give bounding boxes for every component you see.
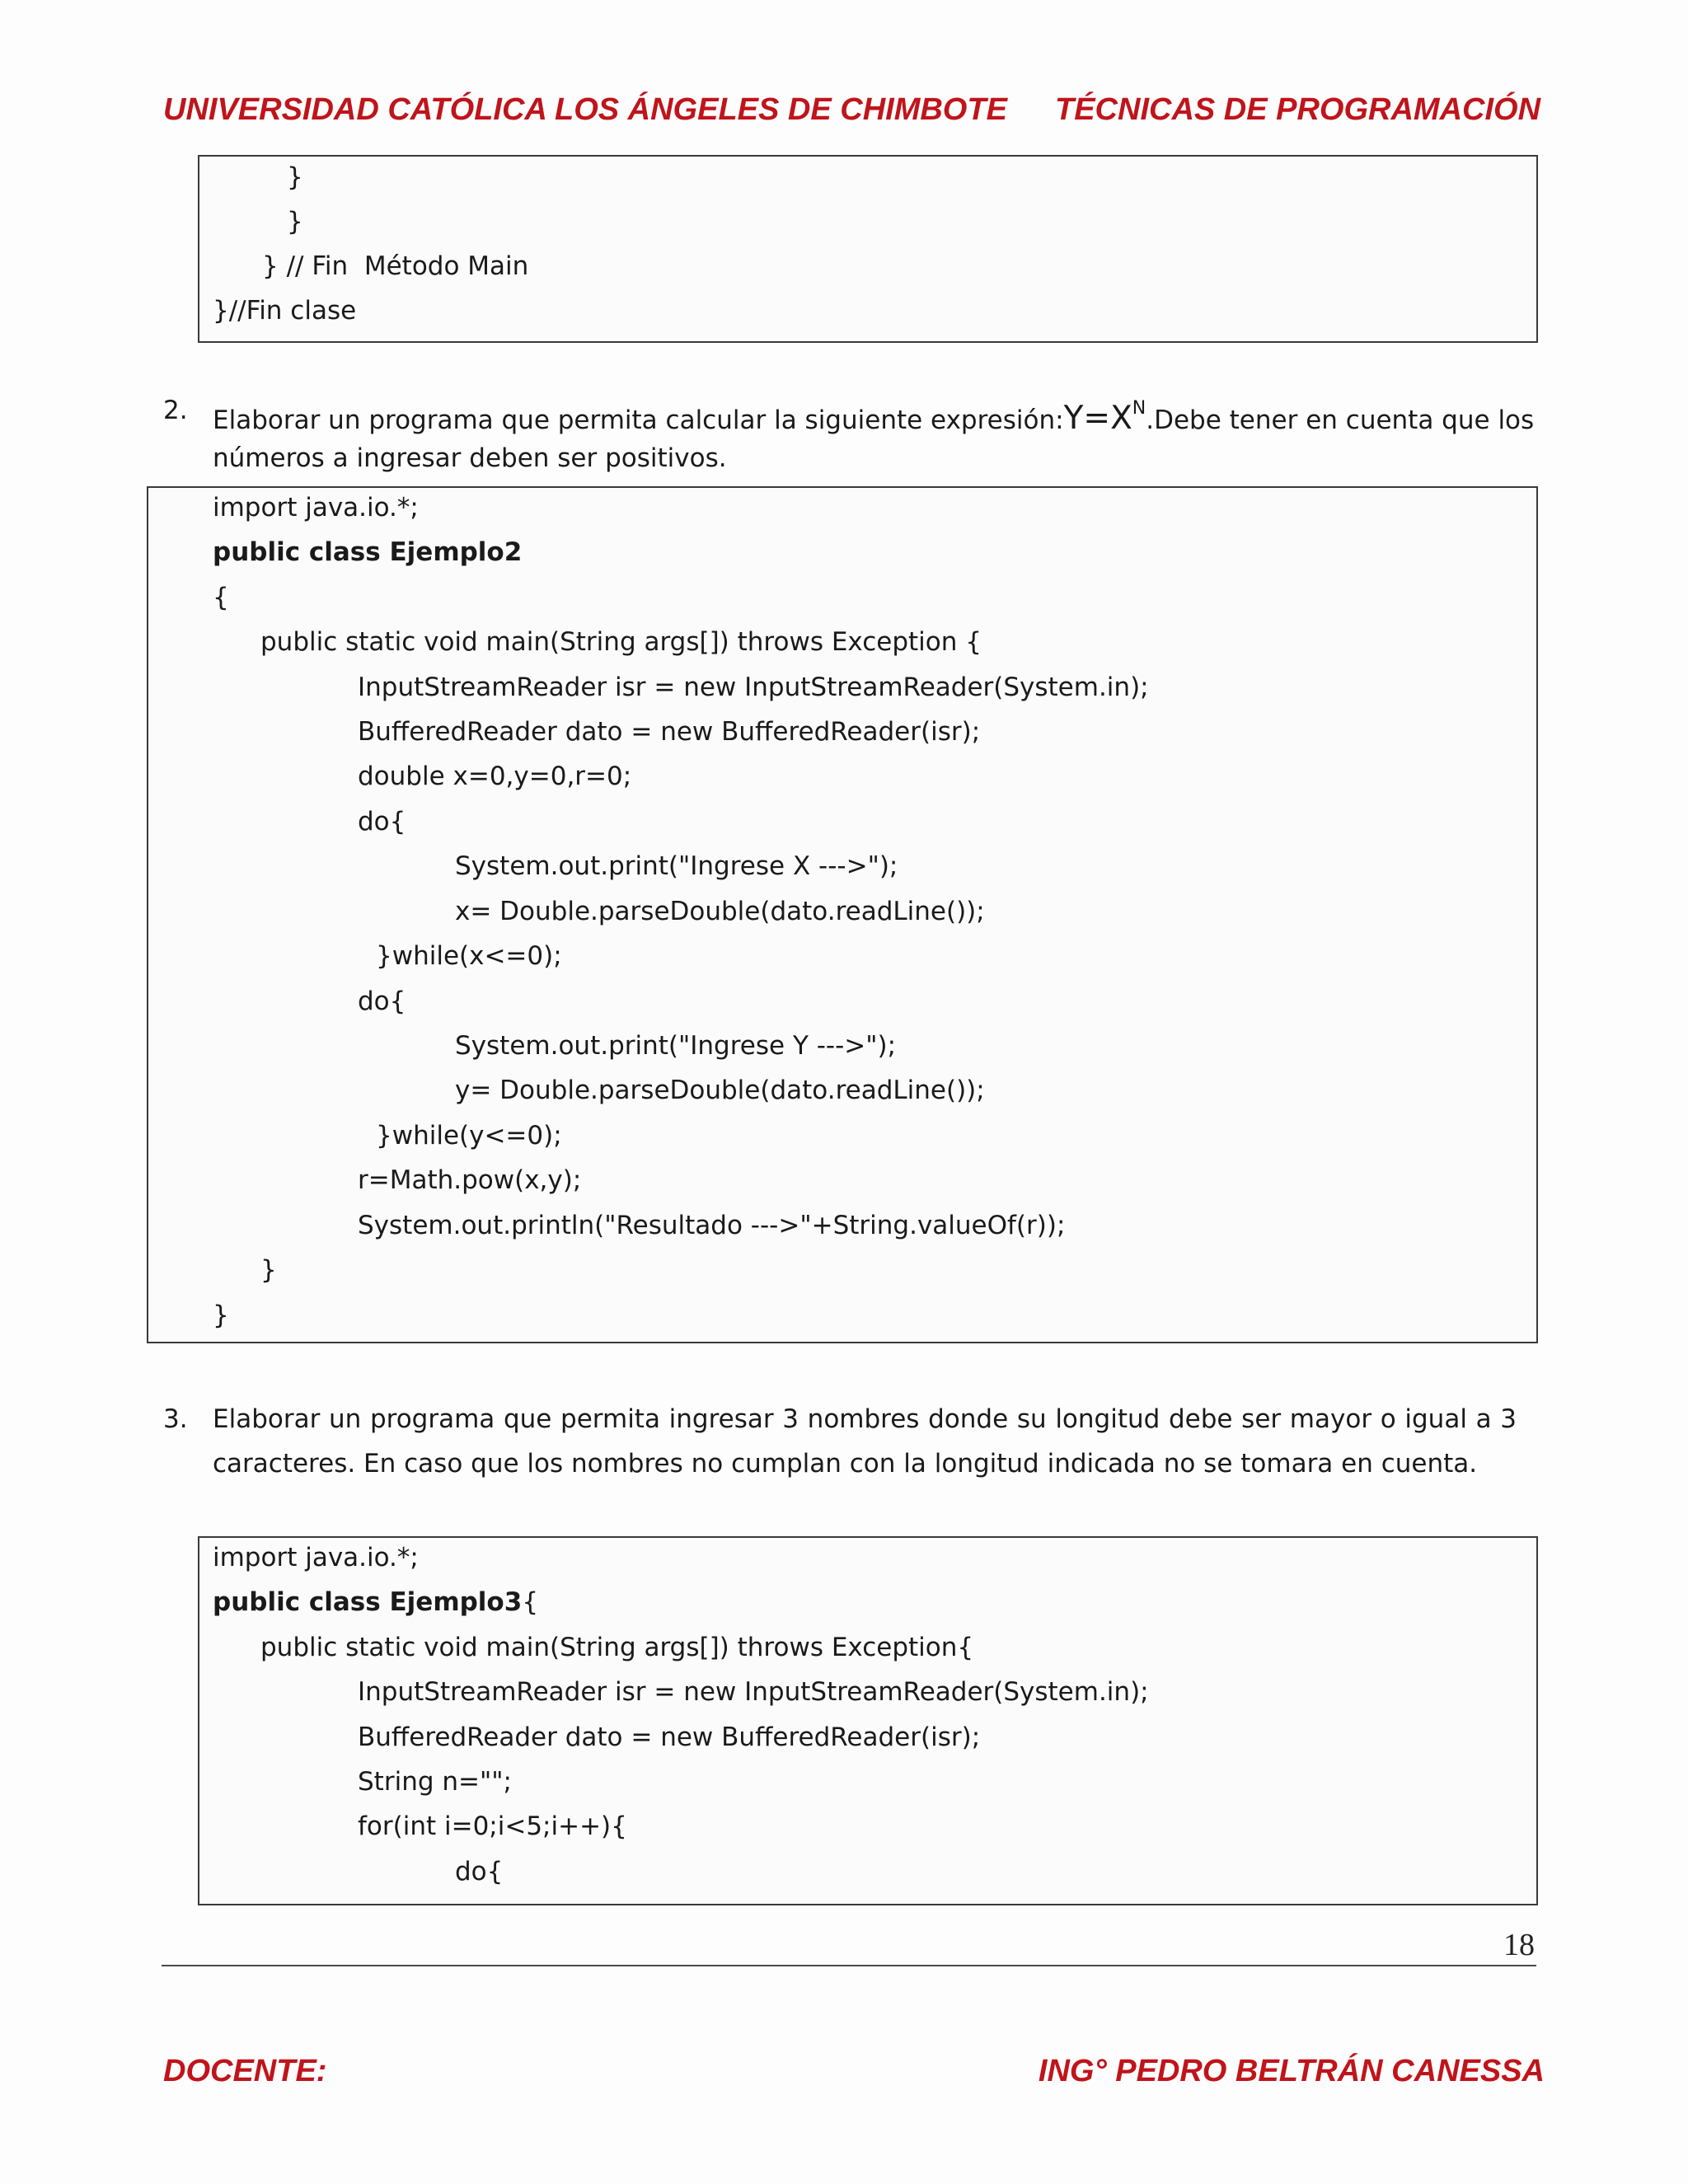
code-box-3 <box>198 1536 1538 1905</box>
page-number: 18 <box>1503 1928 1535 1962</box>
header-university: UNIVERSIDAD CATÓLICA LOS ÁNGELES DE CHIMBOTE <box>163 92 1007 127</box>
item-3-line-2: caracteres. En caso que los nombres no cumplan con la longitud indicada no se tomara en cuenta. <box>213 1449 1478 1479</box>
code-line: x= Double.parseDouble(dato.readLine()); <box>455 897 985 926</box>
code-line: import java.io.*; <box>213 493 419 523</box>
code-line: }//Fin clase <box>213 296 357 326</box>
code-line: BufferedReader dato = new BufferedReader(isr); <box>358 717 981 747</box>
formula <box>1064 392 1146 435</box>
code-line: InputStreamReader isr = new InputStreamReader(System.in); <box>358 673 1149 702</box>
code-line: double x=0,y=0,r=0; <box>358 762 632 791</box>
code-line: y= Double.parseDouble(dato.readLine()); <box>455 1076 985 1105</box>
item-2-text-after: .Debe tener en cuenta que los <box>1146 405 1535 435</box>
footer-rule <box>162 1965 1536 1966</box>
code-class-name: public class Ejemplo3 <box>213 1587 523 1617</box>
item-number-2: 2. <box>163 396 188 425</box>
code-line: import java.io.*; <box>213 1543 419 1572</box>
code-line: } <box>260 1255 277 1285</box>
item-3-line-1: Elaborar un programa que permita ingresar 3 nombres donde su longitud debe ser mayor o igual a 3 <box>213 1404 1517 1434</box>
item-2-line-1 <box>213 392 1535 437</box>
code-line: System.out.print("Ingrese Y --->"); <box>455 1031 897 1061</box>
code-line: } <box>287 207 303 237</box>
formula-base: Y=X <box>1063 400 1132 437</box>
item-2-line-2: números a ingresar deben ser positivos. <box>213 443 727 473</box>
code-box-2 <box>147 486 1538 1343</box>
code-line: } // Fin Método Main <box>262 251 529 281</box>
code-line: } <box>213 1301 229 1330</box>
code-line: String n=""; <box>358 1767 512 1797</box>
footer-teacher: ING° PEDRO BELTRÁN CANESSA <box>1038 2054 1545 2088</box>
code-line: public static void main(String args[]) throws Exception { <box>260 627 982 657</box>
code-line: InputStreamReader isr = new InputStreamReader(System.in); <box>358 1677 1149 1707</box>
code-line: System.out.println("Resultado --->"+String.valueOf(r)); <box>358 1211 1066 1240</box>
code-line: r=Math.pow(x,y); <box>358 1165 582 1195</box>
footer-label: DOCENTE: <box>163 2054 327 2088</box>
formula-exponent: N <box>1132 398 1146 419</box>
code-line-class-decl <box>213 1586 538 1619</box>
code-box-1 <box>198 155 1538 343</box>
code-line: do{ <box>358 807 406 837</box>
code-line: public static void main(String args[]) throws Exception{ <box>260 1633 974 1662</box>
code-line: do{ <box>358 987 406 1016</box>
code-line: }while(x<=0); <box>376 941 562 971</box>
code-brace: { <box>522 1587 539 1617</box>
item-number-3: 3. <box>163 1404 188 1434</box>
header-course: TÉCNICAS DE PROGRAMACIÓN <box>1055 92 1541 127</box>
code-line: { <box>213 583 229 612</box>
code-line: do{ <box>455 1857 504 1886</box>
code-line: }while(y<=0); <box>376 1121 562 1151</box>
item-2-text-before: Elaborar un programa que permita calcular la siguiente expresión: <box>213 405 1064 435</box>
code-line: public class Ejemplo2 <box>213 537 523 567</box>
code-line: System.out.print("Ingrese X --->"); <box>455 851 898 881</box>
code-line: BufferedReader dato = new BufferedReader(isr); <box>358 1722 981 1752</box>
code-line: } <box>287 162 303 192</box>
code-line: for(int i=0;i<5;i++){ <box>358 1811 627 1841</box>
